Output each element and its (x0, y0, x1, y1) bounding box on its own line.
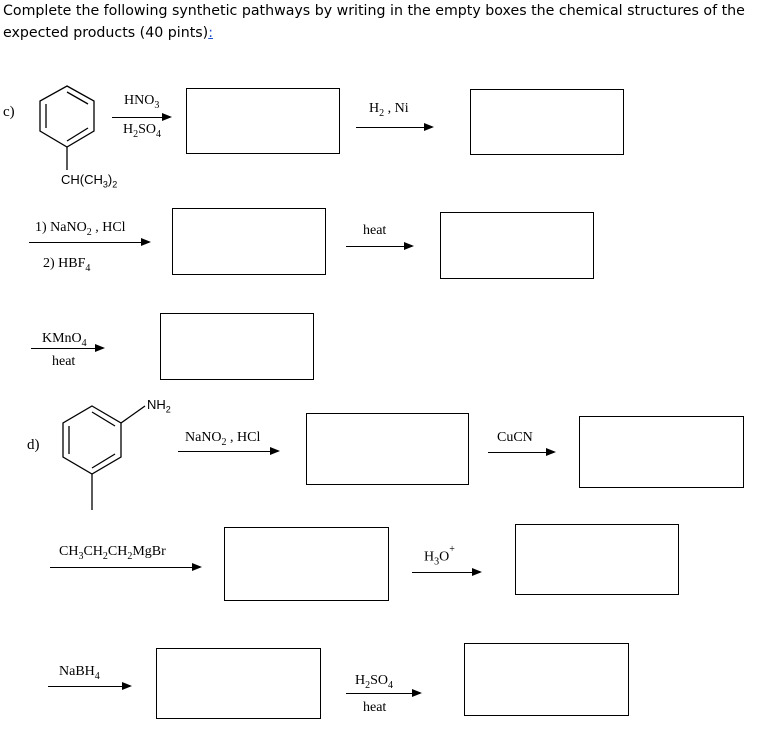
reagent-kmno4: KMnO$_4$ (42, 331, 87, 349)
answer-box-c3[interactable] (172, 208, 326, 275)
answer-box-d3[interactable] (224, 527, 389, 601)
answer-box-d4[interactable] (515, 524, 679, 595)
answer-box-d5[interactable] (156, 648, 321, 719)
answer-box-c1[interactable] (186, 88, 340, 154)
reagent-cucn: CuCN (497, 430, 533, 445)
part-c-label: c) (3, 104, 15, 120)
arrow-c5 (31, 348, 103, 349)
reagent-h2so4-d: $H_2SO_4$ (355, 673, 394, 691)
arrow-d3 (50, 567, 200, 568)
reagent-nano2-hcl-d: NaNO$_2$ , HCl (185, 430, 261, 448)
arrow-d6 (346, 693, 420, 694)
arrow-d4 (412, 572, 480, 573)
instructions-mark: : (208, 25, 213, 41)
arrow-c4 (346, 246, 412, 247)
benzene-ring-c (36, 78, 106, 158)
reagent-nabh4: NaBH$_4$ (59, 664, 100, 682)
arrow-c1 (112, 117, 170, 118)
reagent-h2so4: $H_2SO_4$ (123, 122, 162, 140)
arrow-c2 (356, 127, 432, 128)
reagent-nano2-hcl-1: 1) NaNO$_2$ , HCl (35, 220, 126, 238)
substituent-isopropyl: $CH(CH_3)_2$ (61, 172, 118, 190)
reagent-h2-ni: $H_2$ , Ni (369, 101, 409, 119)
part-d-label: d) (27, 437, 40, 453)
reagent-h3o-plus: $H_3O^+$ (424, 544, 455, 568)
reagent-grignard: $CH_3CH_2CH_2MgBr$ (59, 544, 166, 562)
arrow-d2 (488, 452, 554, 453)
benzene-ring-d (56, 398, 146, 518)
answer-box-c2[interactable] (470, 89, 624, 155)
reagent-hbf4: 2) $HBF_4$ (43, 256, 91, 274)
arrow-c3 (29, 242, 149, 243)
reagent-heat-c5: heat (52, 354, 76, 369)
answer-box-d2[interactable] (579, 416, 744, 488)
answer-box-c5[interactable] (160, 313, 314, 380)
instructions-text: Complete the following synthetic pathways by writing in the empty boxes the chemical structures of the expected products (40 pints) (3, 3, 745, 41)
arrow-d1 (178, 451, 278, 452)
answer-box-d1[interactable] (306, 413, 469, 485)
reagent-heat-c4: heat (363, 223, 387, 238)
reagent-hno3: $HNO_3$ (124, 93, 160, 111)
answer-box-d6[interactable] (464, 643, 629, 716)
substituent-nh2: $NH_2$ (147, 397, 171, 415)
answer-box-c4[interactable] (440, 212, 594, 279)
reagent-heat-d6: heat (363, 700, 387, 715)
arrow-d5 (48, 686, 130, 687)
instructions (3, 0, 763, 44)
